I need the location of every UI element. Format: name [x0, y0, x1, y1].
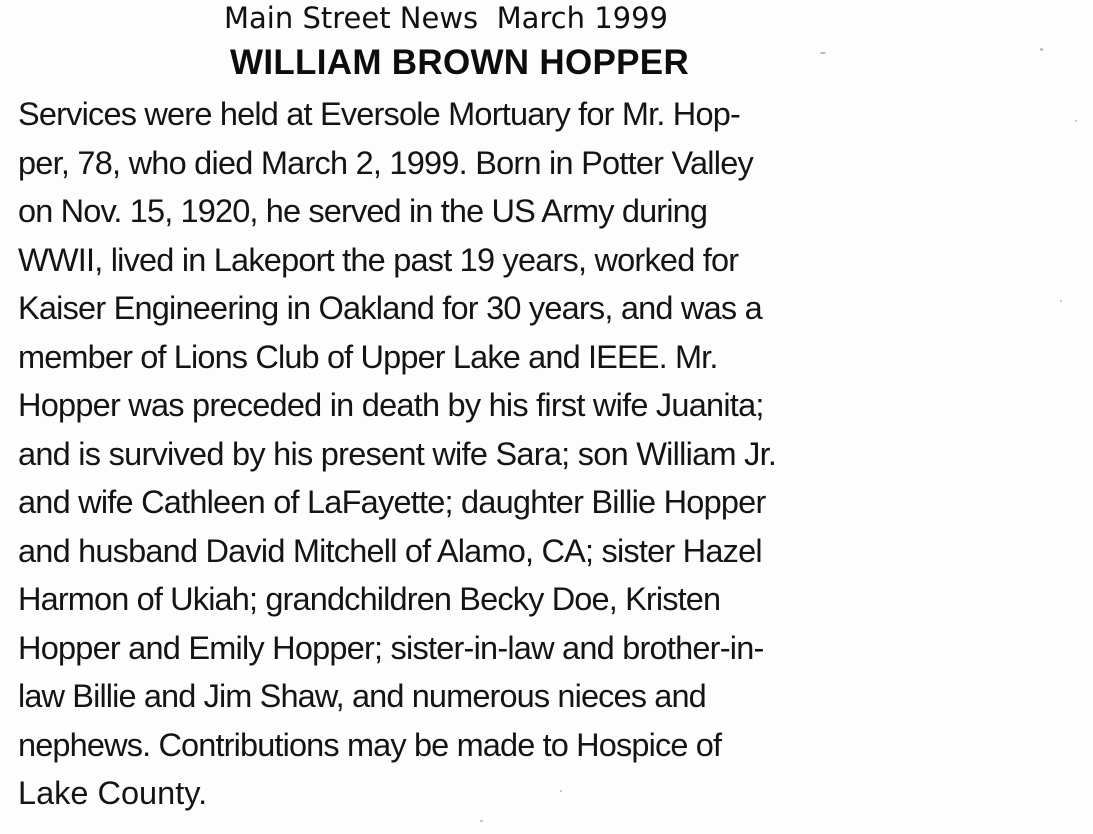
body-line: Kaiser Engineering in Oakland for 30 years, and was a [18, 290, 762, 326]
body-line: on Nov. 15, 1920, he served in the US Army during [18, 193, 708, 229]
body-line: and wife Cathleen of LaFayette; daughter Billie Hopper [18, 484, 766, 520]
body-line: nephews. Contributions may be made to Hospice of [18, 726, 722, 763]
scan-speck [1060, 300, 1062, 302]
body-line: and is survived by his present wife Sara; son William Jr. [18, 435, 777, 472]
scan-speck [560, 790, 562, 792]
scan-speck [480, 820, 483, 822]
body-line: Harmon of Ukiah; grandchildren Becky Doe, Kristen [18, 581, 721, 617]
obituary-body [18, 90, 1018, 818]
body-line: Services were held at Eversole Mortuary for Mr. Hop- [18, 96, 741, 132]
body-line: Hopper and Emily Hopper; sister-in-law and brother-in- [18, 629, 764, 666]
body-line: per, 78, who died March 2, 1999. Born in Potter Valley [18, 144, 754, 181]
body-line: WWII, lived in Lakeport the past 19 years, worked for [18, 241, 739, 278]
body-line: and husband David Mitchell of Alamo, CA; sister Hazel [18, 532, 762, 569]
scan-speck [1075, 120, 1077, 122]
body-line: Hopper was preceded in death by his first wife Juanita; [18, 387, 764, 423]
scan-speck [820, 52, 826, 54]
source-and-date-line: Main Street News March 1999 [224, 1, 669, 35]
body-line: Lake County. [18, 775, 208, 811]
body-line: member of Lions Club of Upper Lake and IEEE. Mr. [18, 338, 718, 375]
scan-speck [1040, 48, 1043, 51]
obituary-headline: WILLIAM BROWN HOPPER [230, 43, 690, 82]
body-line: law Billie and Jim Shaw, and numerous nieces and [18, 678, 706, 714]
